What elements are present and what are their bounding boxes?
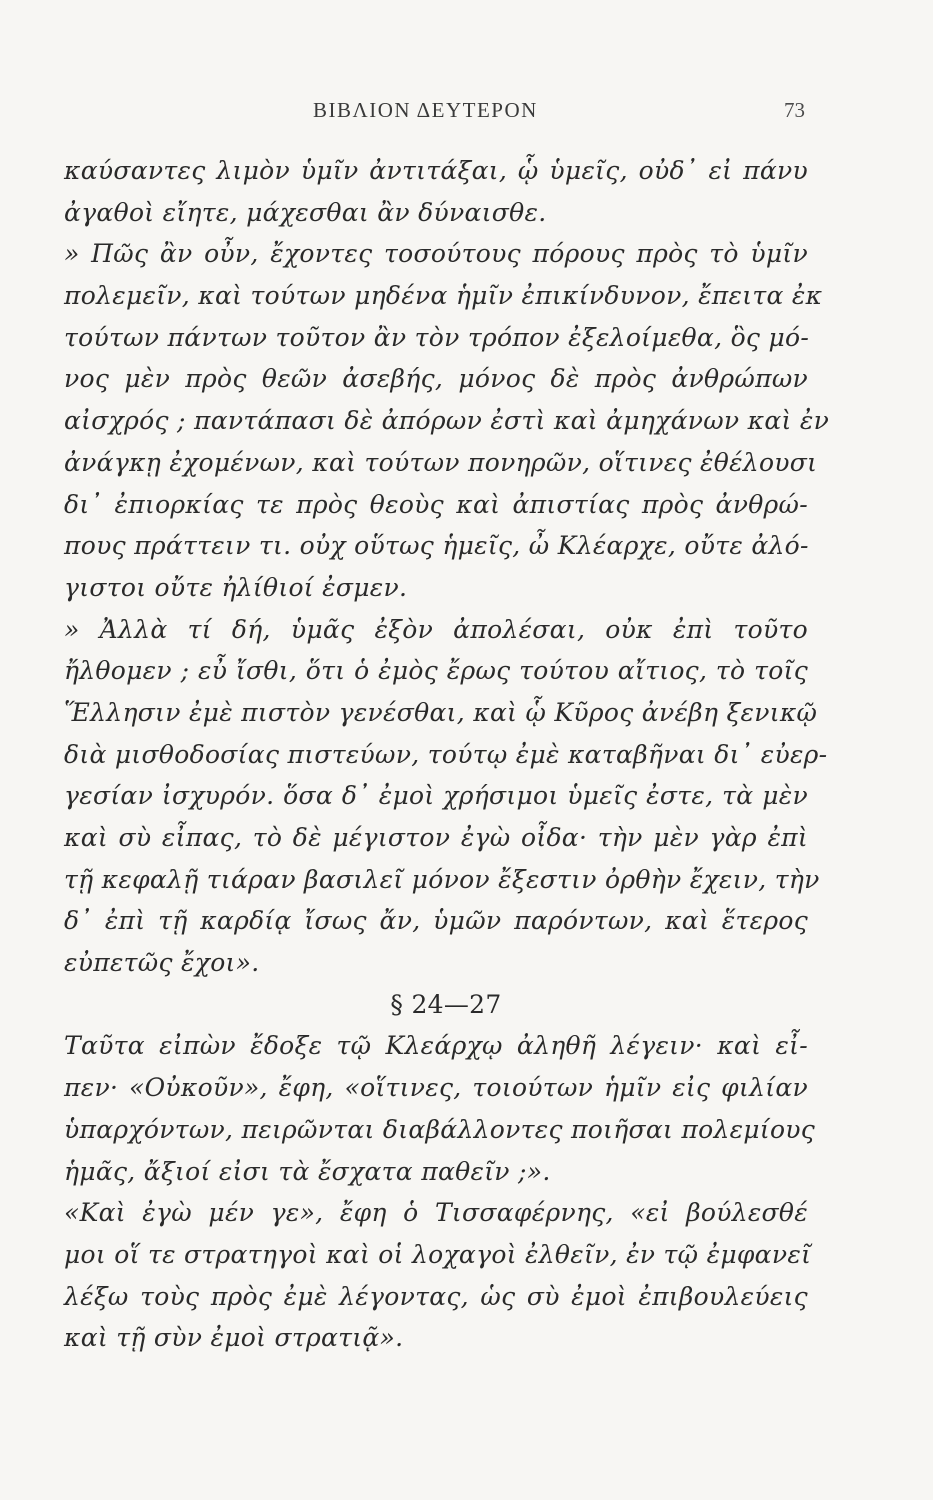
- text-line: τούτων πάντων τοῦτον ἂν τὸν τρόπον ἐξελοίμεθα, ὃς μό-: [64, 322, 810, 352]
- text-line: γιστοι οὔτε ἠλίθιοί ἐσμεν.: [64, 572, 408, 602]
- running-header: [0, 98, 933, 128]
- text-line: τῇ κεφαλῇ τιάραν βασιλεῖ μόνον ἔξεστιν ὀρθὴν ἔχειν, τὴν: [64, 864, 820, 894]
- text-line: καὶ σὺ εἶπας, τὸ δὲ μέγιστον ἐγὼ οἶδα· τὴν μὲν γὰρ ἐπὶ: [64, 823, 808, 852]
- text-line: δ᾽ ἐπὶ τῇ καρδίᾳ ἴσως ἄν, ὑμῶν παρόντων, καὶ ἕτερος: [64, 906, 808, 936]
- text-line: δι᾽ ἐπιορκίας τε πρὸς θεοὺς καὶ ἀπιστίας πρὸς ἀνθρώ-: [64, 489, 808, 519]
- text-line: εὐπετῶς ἔχοι».: [64, 948, 260, 978]
- text-line: αἰσχρός ; παντάπασι δὲ ἀπόρων ἐστὶ καὶ ἀμηχάνων καὶ ἐν: [64, 406, 830, 436]
- text-line: πους πράττειν τι. οὐχ οὕτως ἡμεῖς, ὦ Κλέαρχε, οὔτε ἀλό-: [64, 531, 809, 561]
- text-line: καύσαντες λιμὸν ὑμῖν ἀντιτάξαι, ᾧ ὑμεῖς, οὐδ᾽ εἰ πάνυ: [64, 156, 808, 185]
- text-line: πεν· «Οὐκοῦν», ἔφη, «οἵτινες, τοιούτων ἡμῖν εἰς φιλίαν: [64, 1073, 808, 1103]
- section-heading: § 24—27: [390, 989, 502, 1019]
- text-line: ἀγαθοὶ εἴητε, μάχεσθαι ἂν δύναισθε.: [64, 197, 547, 227]
- text-line: » Ἀλλὰ τί δή, ὑμᾶς ἐξὸν ἀπολέσαι, οὐκ ἐπὶ τοῦτο: [64, 614, 808, 644]
- body-text: [64, 150, 830, 1359]
- text-line: ὑπαρχόντων, πειρῶνται διαβάλλοντες ποιῆσαι πολεμίους: [64, 1114, 816, 1144]
- text-line: διὰ μισθοδοσίας πιστεύων, τούτῳ ἐμὲ καταβῆναι δι᾽ εὐερ-: [64, 739, 828, 769]
- text-line: ἀνάγκῃ ἐχομένων, καὶ τούτων πονηρῶν, οἵτινες ἐθέλουσι: [64, 447, 818, 477]
- text-line: πολεμεῖν, καὶ τούτων μηδένα ἡμῖν ἐπικίνδυνον, ἔπειτα ἐκ: [64, 281, 823, 311]
- text-line: μοι οἵ τε στρατηγοὶ καὶ οἱ λοχαγοὶ ἐλθεῖν, ἐν τῷ ἐμφανεῖ: [64, 1239, 812, 1269]
- text-line: λέξω τοὺς πρὸς ἐμὲ λέγοντας, ὡς σὺ ἐμοὶ ἐπιβουλεύεις: [64, 1281, 808, 1311]
- text-line: «Καὶ ἐγὼ μέν γε», ἔφη ὁ Τισσαφέρνης, «εἰ βούλεσθέ: [64, 1198, 808, 1228]
- text-line: ἡμᾶς, ἄξιοί εἰσι τὰ ἔσχατα παθεῖν ;».: [64, 1156, 551, 1186]
- page-number: 73: [784, 98, 805, 122]
- text-line: Ἕλλησιν ἐμὲ πιστὸν γενέσθαι, καὶ ᾧ Κῦρος ἀνέβη ξενικῷ: [64, 697, 818, 727]
- text-line: » Πῶς ἂν οὖν, ἔχοντες τοσούτους πόρους πρὸς τὸ ὑμῖν: [64, 239, 808, 269]
- text-line: καὶ τῇ σὺν ἐμοὶ στρατιᾷ».: [64, 1323, 404, 1353]
- running-title: ΒΙΒΛΙΟΝ ΔΕΥΤΕΡΟΝ: [313, 98, 538, 122]
- text-line: νος μὲν πρὸς θεῶν ἀσεβής, μόνος δὲ πρὸς ἀνθρώπων: [64, 364, 808, 394]
- text-line: ἤλθομεν ; εὖ ἴσθι, ὅτι ὁ ἐμὸς ἔρως τούτου αἴτιος, τὸ τοῖς: [64, 656, 808, 686]
- text-line: Ταῦτα εἰπὼν ἔδοξε τῷ Κλεάρχῳ ἀληθῆ λέγειν· καὶ εἶ-: [64, 1031, 808, 1061]
- text-line: γεσίαν ἰσχυρόν. ὅσα δ᾽ ἐμοὶ χρήσιμοι ὑμεῖς ἐστε, τὰ μὲν: [64, 781, 808, 811]
